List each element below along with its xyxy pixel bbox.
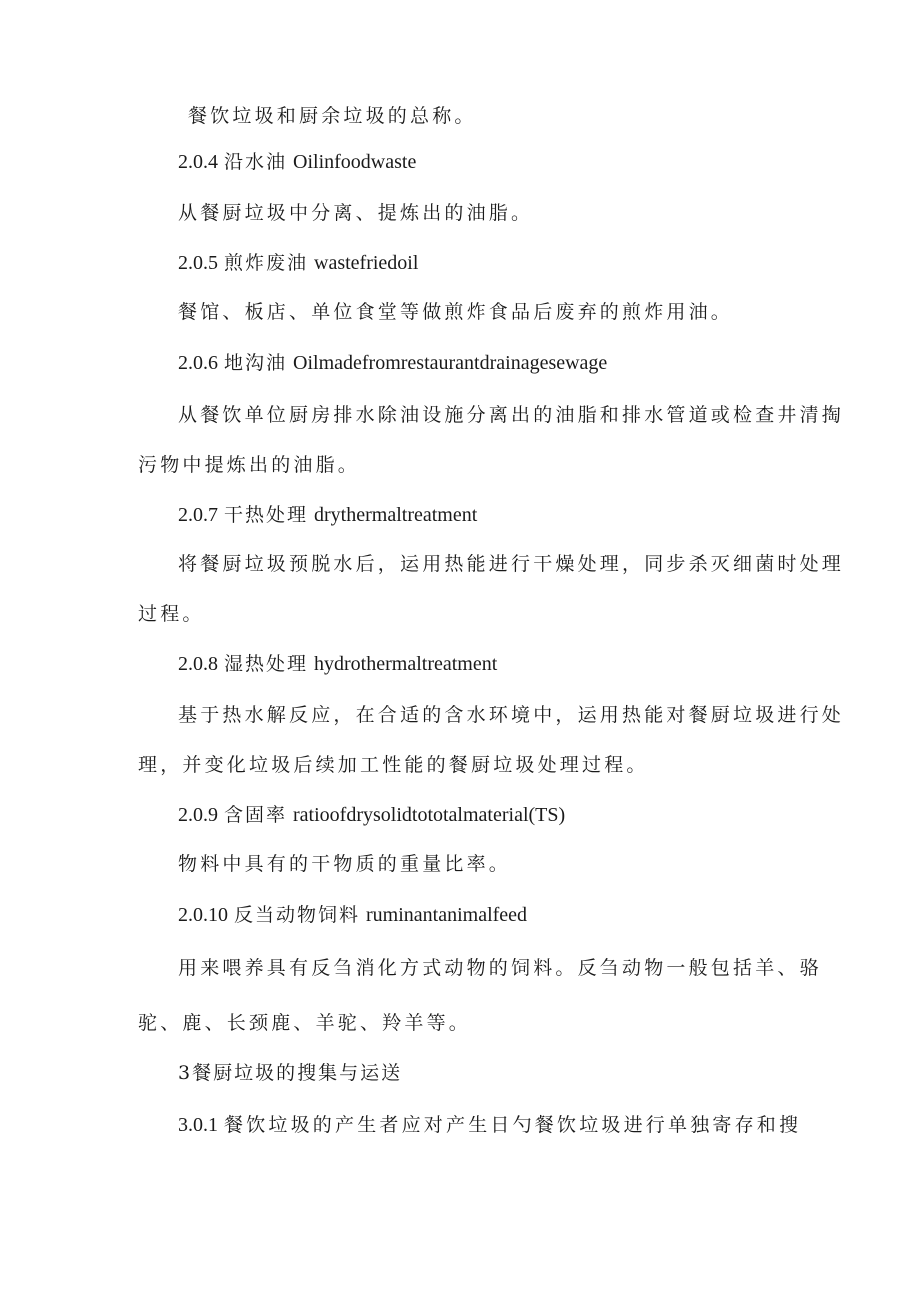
paragraph-line: 餐馆、板店、单位食堂等做煎炸食品后废弃的煎炸用油。	[178, 301, 734, 323]
term-english: drythermaltreatment	[314, 504, 478, 526]
clause-number: 3.0.1	[178, 1114, 218, 1136]
term-2-0-8	[178, 651, 497, 677]
paragraph-line: 污物中提炼出的油脂。	[138, 454, 361, 476]
term-chinese: 含固率	[224, 804, 288, 826]
paragraph-line: 物料中具有的干物质的重量比率。	[178, 853, 512, 875]
term-english: wastefriedoil	[314, 252, 419, 274]
term-2-0-4	[178, 149, 416, 175]
term-chinese: 干热处理	[224, 504, 309, 526]
paragraph-line: 餐饮垃圾和厨余垃圾的总称。	[188, 105, 477, 127]
term-number: 2.0.9	[178, 804, 218, 826]
term-number: 2.0.4	[178, 151, 218, 173]
term-chinese: 沿水油	[224, 151, 288, 173]
section-heading: 3餐厨垃圾的搜集与运送	[178, 1062, 403, 1084]
paragraph-line: 从餐饮单位厨房排水除油设施分离出的油脂和排水管道或检查井清掏	[178, 404, 845, 426]
term-2-0-5	[178, 250, 418, 276]
paragraph-line: 过程。	[138, 603, 205, 625]
term-number: 2.0.6	[178, 352, 218, 374]
term-chinese: 地沟油	[224, 352, 288, 374]
clause-text: 餐饮垃圾的产生者应对产生日勺餐饮垃圾进行单独寄存和搜	[224, 1114, 802, 1136]
term-chinese: 反当动物饲料	[234, 904, 361, 926]
term-number: 2.0.10	[178, 904, 228, 926]
term-english: ratioofdrysolidtototalmaterial(TS)	[293, 804, 566, 826]
paragraph-line: 将餐厨垃圾预脱水后，运用热能进行干燥处理，同步杀灭细菌时处理	[178, 553, 845, 575]
term-2-0-7	[178, 502, 477, 528]
term-2-0-10	[178, 902, 527, 928]
paragraph-line: 驼、鹿、长颈鹿、羊驼、羚羊等。	[138, 1012, 472, 1034]
paragraph-line: 理，并变化垃圾后续加工性能的餐厨垃圾处理过程。	[138, 754, 649, 776]
term-number: 2.0.8	[178, 653, 218, 675]
paragraph-line: 从餐厨垃圾中分离、提炼出的油脂。	[178, 202, 534, 224]
clause-3-0-1	[178, 1112, 801, 1138]
term-english: Oilinfoodwaste	[293, 151, 417, 173]
paragraph-line: 用来喂养具有反刍消化方式动物的饲料。反刍动物一般包括羊、骆	[178, 957, 822, 979]
term-chinese: 湿热处理	[224, 653, 309, 675]
term-number: 2.0.7	[178, 504, 218, 526]
term-2-0-6	[178, 350, 607, 376]
paragraph-line: 基于热水解反应，在合适的含水环境中，运用热能对餐厨垃圾进行处	[178, 704, 845, 726]
term-english: Oilmadefromrestaurantdrainagesewage	[293, 352, 608, 374]
term-number: 2.0.5	[178, 252, 218, 274]
term-english: ruminantanimalfeed	[366, 904, 528, 926]
term-2-0-9	[178, 802, 565, 828]
term-chinese: 煎炸废油	[224, 252, 309, 274]
term-english: hydrothermaltreatment	[314, 653, 498, 675]
